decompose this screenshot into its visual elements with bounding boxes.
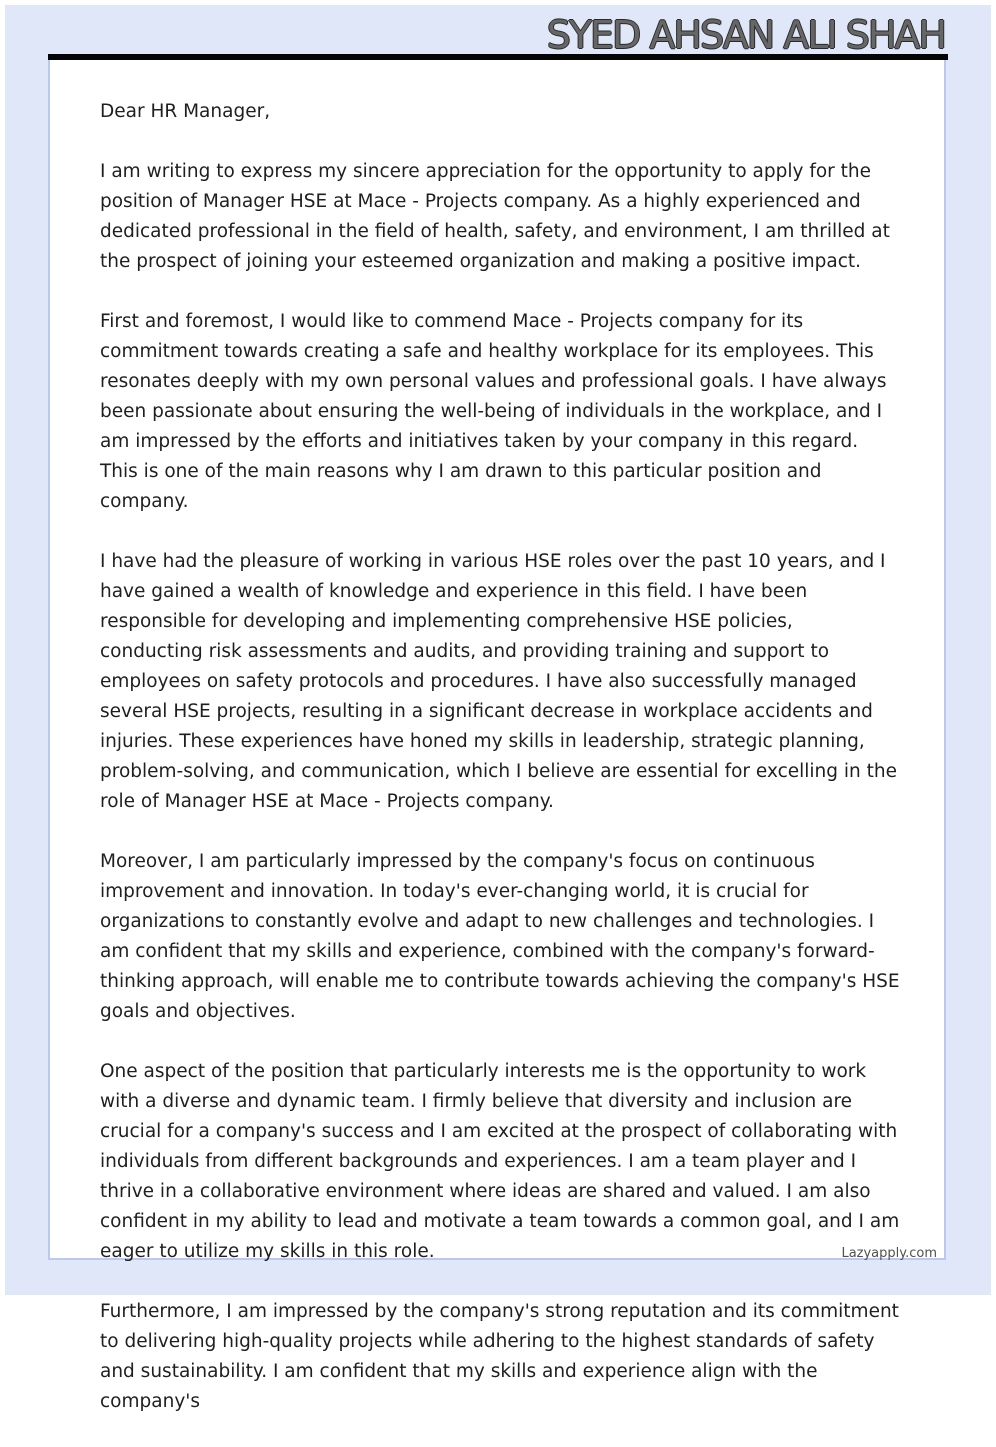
applicant-name: SYED AHSAN ALI SHAH bbox=[546, 13, 945, 57]
cover-letter-body bbox=[100, 97, 900, 1447]
paragraph-reputation: Furthermore, I am impressed by the company's strong reputation and its commitment to delivering high-quality projects while adhering to the highest standards of safety and sustainability. I am confident that my skills and experience align with the company's bbox=[100, 1301, 899, 1412]
salutation: Dear HR Manager, bbox=[100, 101, 271, 122]
watermark-text: Lazyapply.com bbox=[841, 1246, 937, 1261]
paragraph-intro: I am writing to express my sincere appreciation for the opportunity to apply for the position of Manager HSE at Mace - Projects company. As a highly experienced and dedicated professional in the field of health, safety, and environment, I am thrilled at the prospect of joining your esteemed organization and making a positive impact. bbox=[100, 161, 890, 272]
paragraph-company-commitment: First and foremost, I would like to commend Mace - Projects company for its commitment towards creating a safe and healthy workplace for its employees. This resonates deeply with my own personal values and professional goals. I have always been passionate about ensuring the well-being of individuals in the workplace, and I am impressed by the efforts and initiatives taken by your company in this regard. This is one of the main reasons why I am drawn to this particular position and company. bbox=[100, 311, 887, 512]
paragraph-innovation: Moreover, I am particularly impressed by the company's focus on continuous improvement and innovation. In today's ever-changing world, it is crucial for organizations to constantly evolve and adapt to new challenges and technologies. I am confident that my skills and experience, combined with the company's forward-thinking approach, will enable me to contribute towards achieving the company's HSE goals and objectives. bbox=[100, 851, 900, 1022]
paragraph-team: One aspect of the position that particularly interests me is the opportunity to work with a diverse and dynamic team. I firmly believe that diversity and inclusion are crucial for a company's success and I am excited at the prospect of collaborating with individuals from different backgrounds and experiences. I am a team player and I thrive in a collaborative environment where ideas are shared and valued. I am also confident in my ability to lead and motivate a team towards a common goal, and I am eager to utilize my skills in this role. bbox=[100, 1061, 900, 1262]
paragraph-experience: I have had the pleasure of working in various HSE roles over the past 10 years, and I have gained a wealth of knowledge and experience in this field. I have been responsible for developing and implementing comprehensive HSE policies, conducting risk assessments and audits, and providing training and support to employees on safety protocols and procedures. I have also successfully managed several HSE projects, resulting in a significant decrease in workplace accidents and injuries. These experiences have honed my skills in leadership, strategic planning, problem-solving, and communication, which I believe are essential for excelling in the role of Manager HSE at Mace - Projects company. bbox=[100, 551, 897, 812]
